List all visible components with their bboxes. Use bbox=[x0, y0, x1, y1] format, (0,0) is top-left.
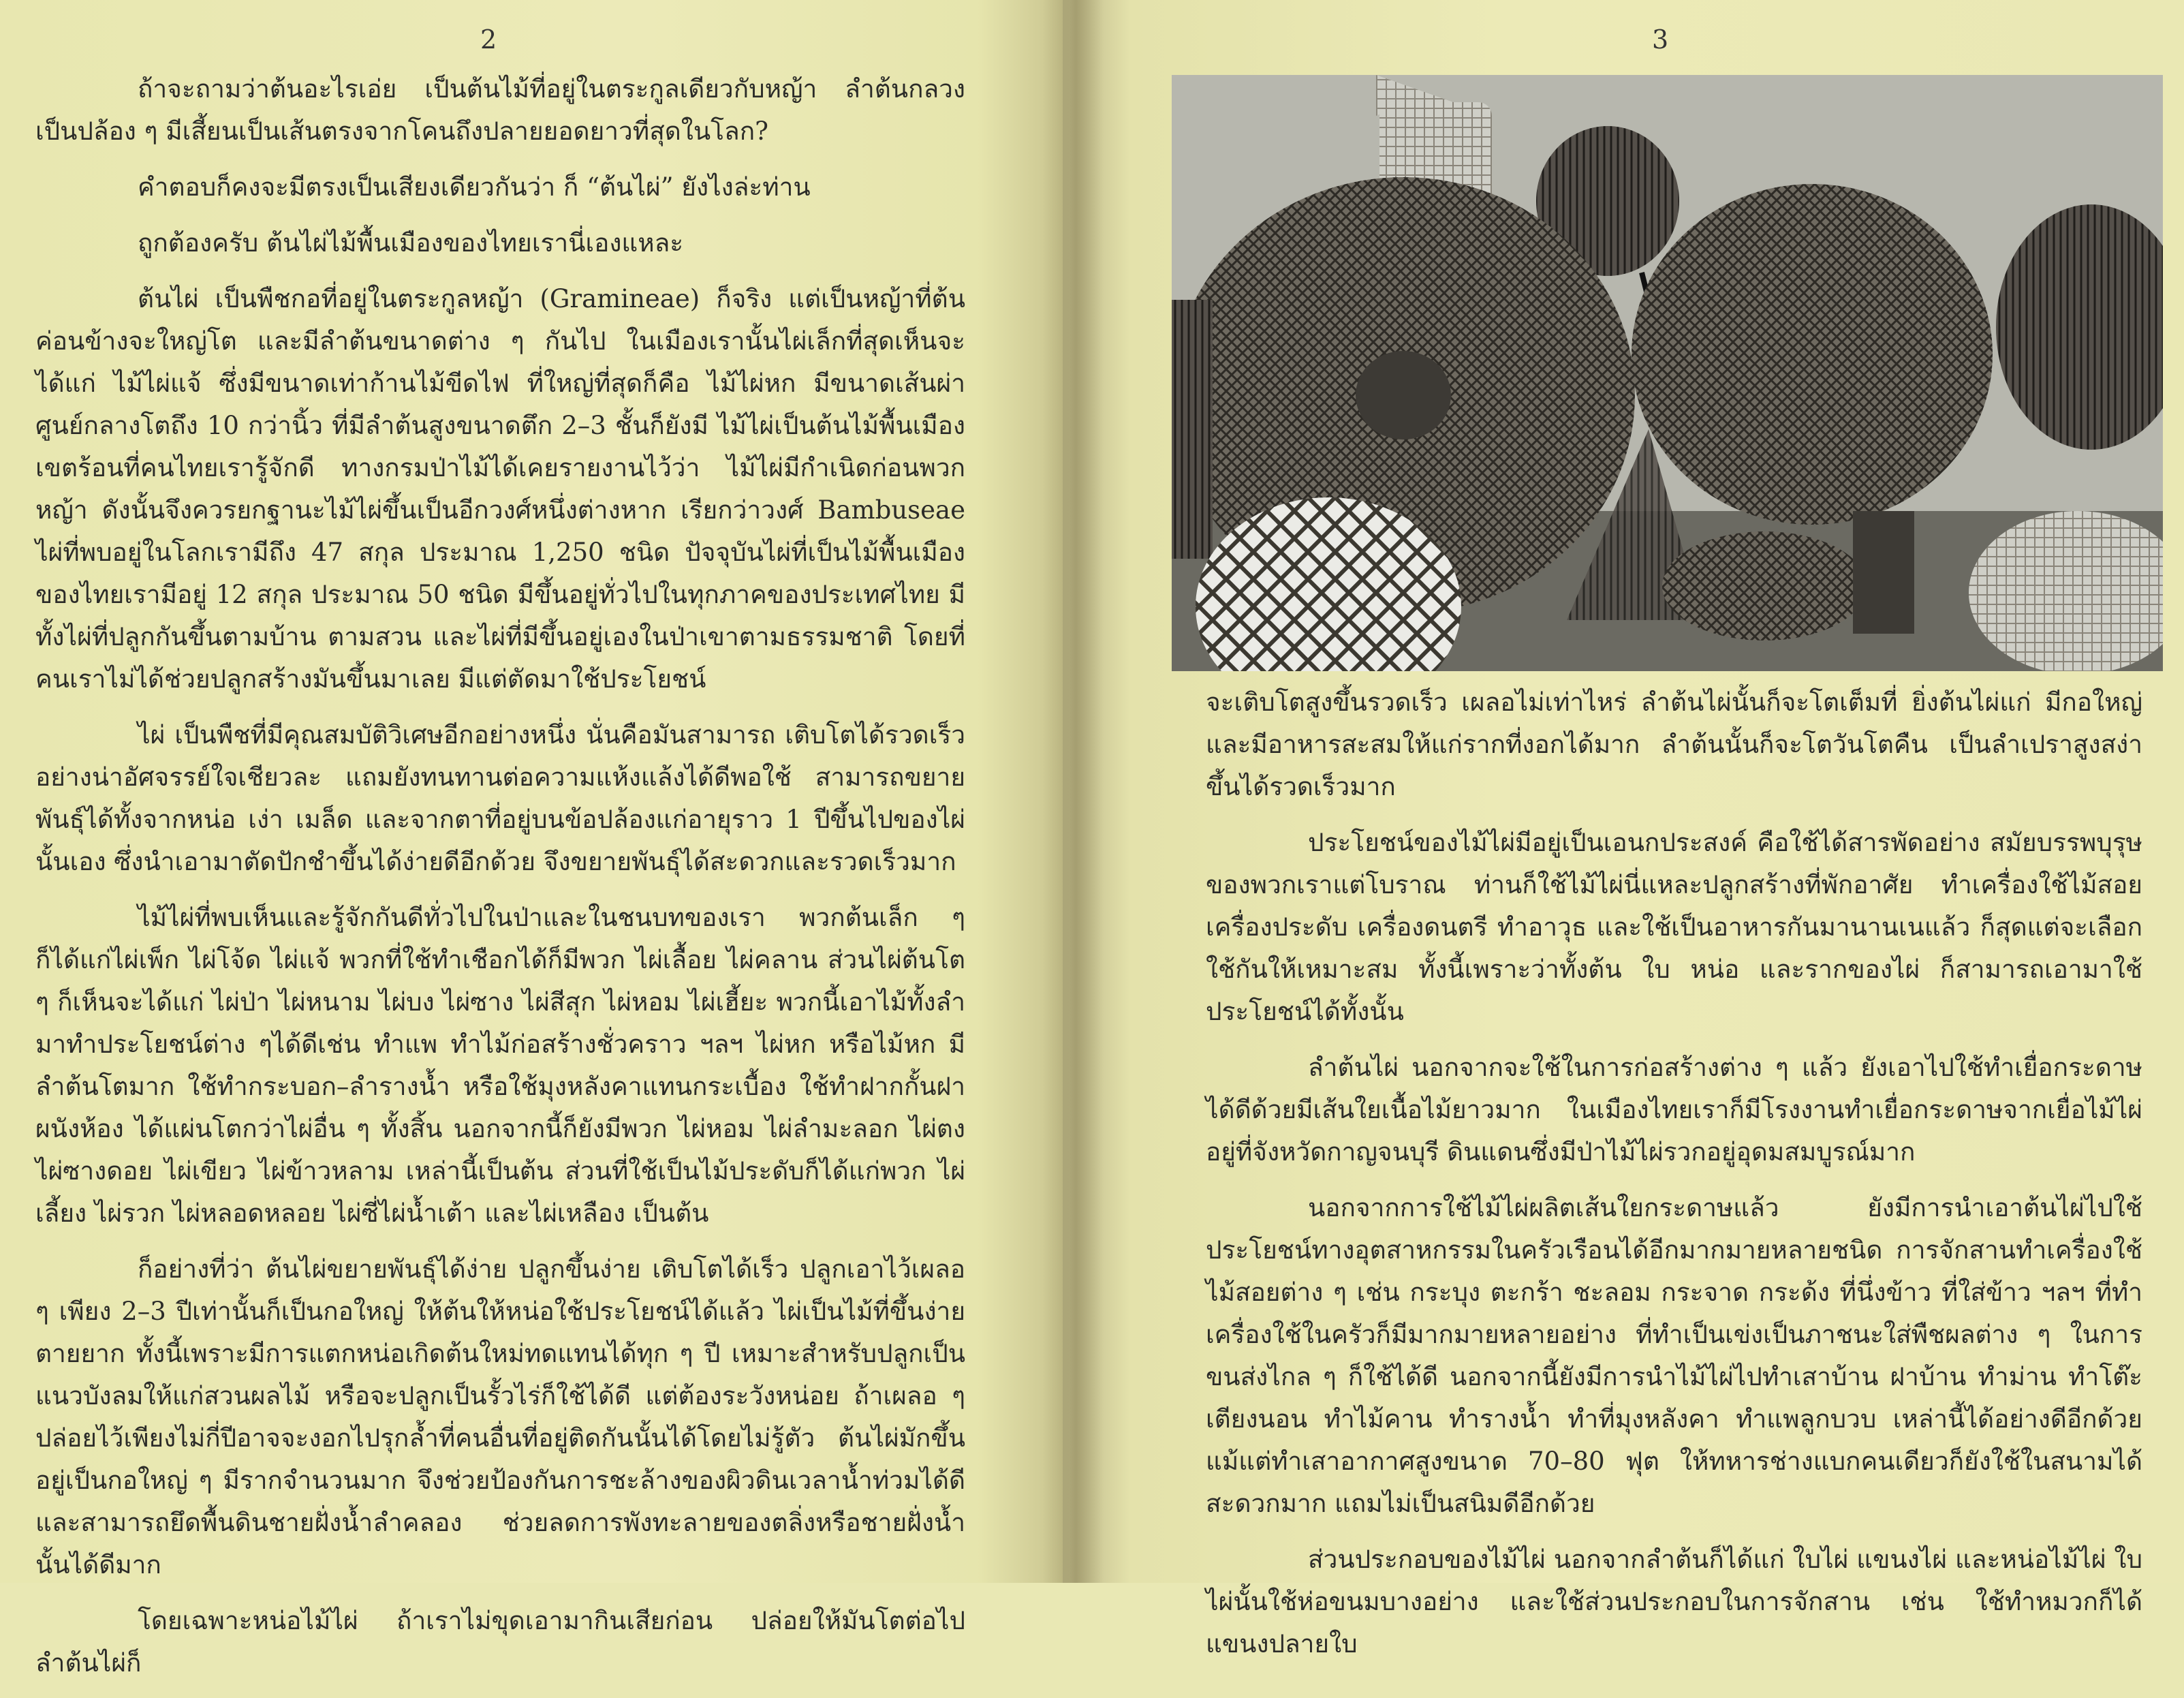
paragraph: จะเติบโตสูงขึ้นรวดเร็ว เผลอไม่เท่าไหร่ ลำต้นไผ่นั้นก็จะโตเต็มที่ ยิ่งต้นไผ่แก่ มีกอใหญ่และมีอาหารสะสมให้แก่รากที่งอกได้มาก ลำต้นนั้นก็จะโตวันโตคืน เป็นลำเปราสูงสง่าขึ้นได้รวดเร็วมาก bbox=[1206, 688, 2142, 801]
paragraph: ส่วนประกอบของไม้ไผ่ นอกจากลำต้นก็ได้แก่ ใบไผ่ แขนงไผ่ และหน่อไม้ไผ่ ใบไผ่นั้นใช้ห่อขนมบางอย่าง และใช้ส่วนประกอบในการจักสาน เช่น ใช้ทำหมวกก็ได้ แขนงปลายใบ bbox=[1206, 1545, 2142, 1658]
right-page-text bbox=[1206, 681, 2142, 1679]
paragraph: ถ้าจะถามว่าต้นอะไรเอ่ย เป็นต้นไม้ที่อยู่ในตระกูลเดียวกับหญ้า ลำต้นกลวงเป็นปล้อง ๆ มีเสี้ยนเป็นเส้นตรงจากโคนถึงปลายยอดยาวที่สุดในโลก? bbox=[35, 74, 965, 146]
paragraph: ไม้ไผ่ที่พบเห็นและรู้จักกันดีทั่วไปในป่าและในชนบทของเรา พวกต้นเล็ก ๆ ก็ได้แก่ไผ่เพ็ก ไผ่โจ้ด ไผ่แจ้ พวกที่ใช้ทำเชือกได้ก็มีพวก ไผ่เลื้อย ไผ่คลาน ส่วนไผ่ต้นโต ๆ ก็เห็นจะได้แก่ ไผ่ป่า ไผ่หนาม ไผ่บง ไผ่ซาง ไผ่สีสุก ไผ่หอม ไผ่เฮี้ยะ พวกนี้เอาไม้ทั้งลำมาทำประโยชน์ต่าง ๆได้ดีเช่น ทำแพ ทำไม้ก่อสร้างชั่วคราว ฯลฯ ไผ่หก หรือไม้หก มีลำต้นโตมาก ใช้ทำกระบอก–ลำรางน้ำ หรือใช้มุงหลังคาแทนกระเบื้อง ใช้ทำฝากกั้นฝาผนังห้อง ได้แผ่นโตกว่าไผ่อื่น ๆ ทั้งสิ้น นอกจากนี้ก็ยังมีพวก ไผ่หอม ไผ่ลำมะลอก ไผ่ตง ไผ่ซางดอย ไผ่เขียว ไผ่ข้าวหลาม เหล่านี้เป็นต้น ส่วนที่ใช้เป็นไม้ประดับก็ได้แก่พวก ไผ่เลี้ยง ไผ่รวก ไผ่หลอดหลอย ไผ่ซี่ไผ่น้ำเต้า และไผ่เหลือง เป็นต้น bbox=[35, 903, 965, 1228]
right-page bbox=[1063, 0, 2184, 1658]
bamboo-basketry-photo bbox=[1172, 75, 2163, 671]
page-number: 2 bbox=[480, 25, 497, 55]
basketry-illustration bbox=[1172, 75, 2163, 671]
paragraph: ไผ่ เป็นพืชที่มีคุณสมบัติวิเศษอีกอย่างหนึ่ง นั่นคือมันสามารถ เติบโตได้รวดเร็วอย่างน่าอัศจรรย์ใจเชียวละ แถมยังทนทานต่อความแห้งแล้งได้ดีพอใช้ สามารถขยายพันธุ์ได้ทั้งจากหน่อ เง่า เมล็ด และจากตาที่อยู่บนข้อปล้องแก่อายุราว 1 ปีขึ้นไปของไผ่นั้นเอง ซึ่งนำเอามาตัดปักชำขึ้นได้ง่ายดีอีกด้วย จึงขยายพันธุ์ได้สะดวกและรวดเร็วมาก bbox=[35, 720, 965, 876]
paragraph: ถูกต้องครับ ต้นไผ่ไม้พื้นเมืองของไทยเรานี่เองแหละ bbox=[138, 228, 684, 258]
left-page-text bbox=[35, 68, 965, 1698]
paragraph: นอกจากการใช้ไม้ไผ่ผลิตเส้นใยกระดาษแล้ว ยังมีการนำเอาต้นไผ่ไปใช้ประโยชน์ทางอุตสาหกรรมในครัวเรือนได้อีกมากมายหลายชนิด การจักสานทำเครื่องใช้ไม้สอยต่าง ๆ เช่น กระบุง ตะกร้า ชะลอม กระจาด กระด้ง ที่นึ่งข้าว ที่ใส่ข้าว ฯลฯ ที่ทำเครื่องใช้ในครัวก็มีมากมายหลายอย่าง ที่ทำเป็นเข่งเป็นภาชนะใส่พืชผลต่าง ๆ ในการขนส่งไกล ๆ ก็ใช้ได้ดี นอกจากนี้ยังมีการนำไม้ไผ่ไปทำเสาบ้าน ฝาบ้าน ทำม่าน ทำโต๊ะ เตียงนอน ทำไม้คาน ทำรางน้ำ ทำที่มุงหลังคา ทำแพลูกบวบ เหล่านี้ได้อย่างดีอีกด้วย แม้แต่ทำเสาอากาศสูงขนาด 70–80 ฟุต ให้ทหารช่างแบกคนเดียวก็ยังใช้ในสนามได้สะดวกมาก แถมไม่เป็นสนิมดีอีกด้วย bbox=[1206, 1193, 2142, 1518]
paragraph: โดยเฉพาะหน่อไม้ไผ่ ถ้าเราไม่ขุดเอามากินเสียก่อน ปล่อยให้มันโตต่อไป ลำต้นไผ่ก็ bbox=[35, 1606, 965, 1678]
paragraph: ลำต้นไผ่ นอกจากจะใช้ในการก่อสร้างต่าง ๆ แล้ว ยังเอาไปใช้ทำเยื่อกระดาษได้ดีด้วยมีเส้นใยเนื้อไม้ยาวมาก ในเมืองไทยเราก็มีโรงงานทำเยื่อกระดาษจากเยื่อไม้ไผ่อยู่ที่จังหวัดกาญจนบุรี ดินแดนซึ่งมีป่าไม้ไผ่รวกอยู่อุดมสมบูรณ์มาก bbox=[1206, 1053, 2142, 1167]
paragraph: คำตอบก็คงจะมีตรงเป็นเสียงเดียวกันว่า ก็ “ต้นไผ่” ยังไงล่ะท่าน bbox=[138, 172, 811, 202]
left-page bbox=[0, 0, 1063, 1678]
paragraph: ก็อย่างที่ว่า ต้นไผ่ขยายพันธุ์ได้ง่าย ปลูกขึ้นง่าย เติบโตได้เร็ว ปลูกเอาไว้เผลอ ๆ เพียง 2–3 ปีเท่านั้นก็เป็นกอใหญ่ ให้ต้นให้หน่อใช้ประโยชน์ได้แล้ว ไผ่เป็นไม้ที่ขึ้นง่ายตายยาก ทั้งนี้เพราะมีการแตกหน่อเกิดต้นใหม่ทดแทนได้ทุก ๆ ปี เหมาะสำหรับปลูกเป็นแนวบังลมให้แก่สวนผลไม้ หรือจะปลูกเป็นรั้วไร่ก็ใช้ได้ดี แต่ต้องระวังหน่อย ถ้าเผลอ ๆ ปล่อยไว้เพียงไม่กี่ปีอาจจะงอกไปรุกล้ำที่คนอื่นที่อยู่ติดกันนั้นได้โดยไม่รู้ตัว ต้นไผ่มักขึ้นอยู่เป็นกอใหญ่ ๆ มีรากจำนวนมาก จึงช่วยป้องกันการชะล้างของผิวดินเวลาน้ำท่วมได้ดี และสามารถยึดพื้นดินชายฝั่งน้ำลำคลอง ช่วยลดการพังทะลายของตลิ่งหรือชายฝั่งน้ำนั้นได้ดีมาก bbox=[35, 1254, 965, 1579]
paragraph: ประโยชน์ของไม้ไผ่มีอยู่เป็นเอนกประสงค์ คือใช้ได้สารพัดอย่าง สมัยบรรพบุรุษของพวกเราแต่โบราณ ท่านก็ใช้ไม้ไผ่นี่แหละปลูกสร้างที่พักอาศัย ทำเครื่องใช้ไม้สอย เครื่องประดับ เครื่องดนตรี ทำอาวุธ และใช้เป็นอาหารกันมานานเนแล้ว ก็สุดแต่จะเลือกใช้กันให้เหมาะสม ทั้งนี้เพราะว่าทั้งต้น ใบ หน่อ และรากของไผ่ ก็สามารถเอามาใช้ประโยชน์ได้ทั้งนั้น bbox=[1206, 828, 2142, 1026]
paragraph: ต้นไผ่ เป็นพืชกอที่อยู่ในตระกูลหญ้า (Gramineae) ก็จริง แต่เป็นหญ้าที่ต้นค่อนข้างจะใหญ่โต และมีลำต้นขนาดต่าง ๆ กันไป ในเมืองเรานั้นไผ่เล็กที่สุดเห็นจะได้แก่ ไม้ไผ่แจ้ ซึ่งมีขนาดเท่าก้านไม้ขีดไฟ ที่ใหญ่ที่สุดก็คือ ไม้ไผ่หก มีขนาดเส้นผ่าศูนย์กลางโตถึง 10 กว่านิ้ว ที่มีลำต้นสูงขนาดตึก 2–3 ชั้นก็ยังมี ไม้ไผ่เป็นต้นไม้พื้นเมืองเขตร้อนที่คนไทยเรารู้จักดี ทางกรมป่าไม้ได้เคยรายงานไว้ว่า ไม้ไผ่มีกำเนิดก่อนพวกหญ้า ดังนั้นจึงควรยกฐานะไม้ไผ่ขึ้นเป็นอีกวงศ์หนึ่งต่างหาก เรียกว่าวงศ์ Bambuseae ไผ่ที่พบอยู่ในโลกเรามีถึง 47 สกุล ประมาณ 1,250 ชนิด ปัจจุบันไผ่ที่เป็นไม้พื้นเมืองของไทยเรามีอยู่ 12 สกุล ประมาณ 50 ชนิด มีขึ้นอยู่ทั่วไปในทุกภาคของประเทศไทย มีทั้งไผ่ที่ปลูกกันขึ้นตามบ้าน ตามสวน และไผ่ที่มีขึ้นอยู่เองในป่าเขาตามธรรมชาติ โดยที่คนเราไม่ได้ช่วยปลูกสร้างมันขึ้นมาเลย มีแต่ตัดมาใช้ประโยชน์ bbox=[35, 284, 965, 694]
page-number: 3 bbox=[1652, 25, 1669, 55]
book-gutter bbox=[1042, 0, 1104, 1583]
